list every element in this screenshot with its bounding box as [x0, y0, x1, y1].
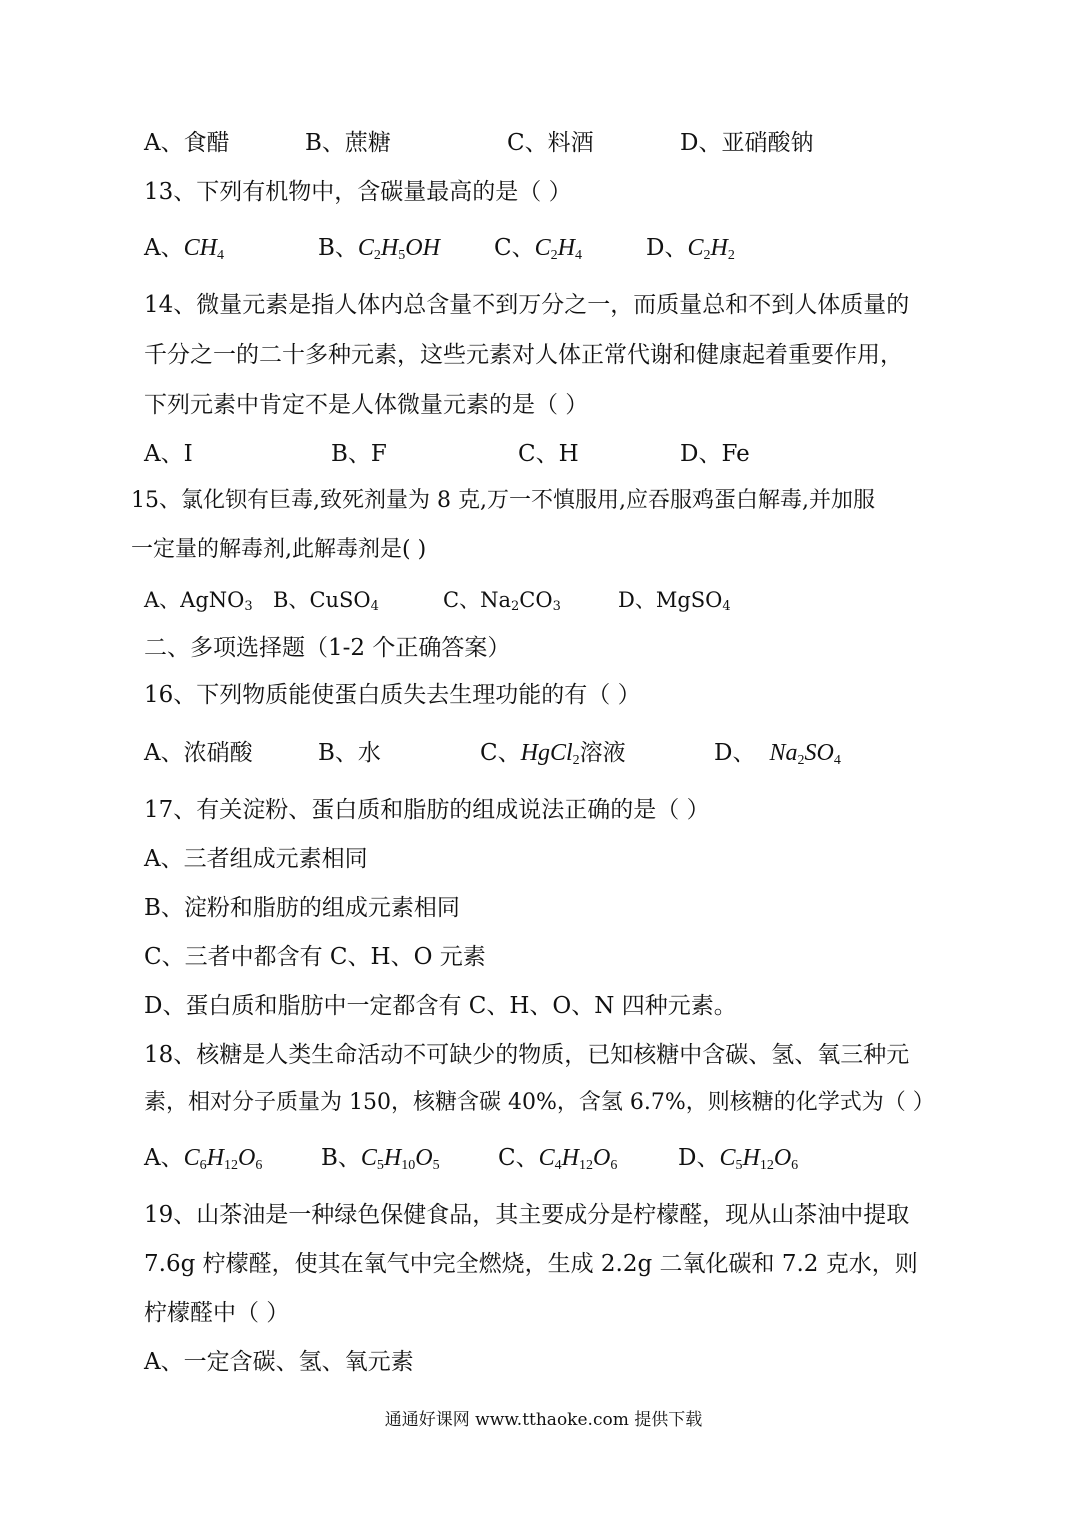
- q16-stem: 16、下列物质能使蛋白质失去生理功能的有（ ）: [144, 682, 641, 708]
- q13-formula-d: $C_2H_2$: [687, 235, 735, 263]
- q14-option-d: D、Fe: [680, 441, 750, 467]
- q14-option-b: B、F: [331, 441, 387, 467]
- q15-option-d: D、MgSO$_4$: [618, 588, 731, 614]
- q13-formula-b: $C_2H_5OH$: [357, 235, 440, 263]
- section-2-heading: 二、多项选择题（1-2 个正确答案）: [144, 635, 511, 661]
- q18-formula-d: $C_5H_{12}O_6$: [719, 1145, 799, 1173]
- q12-option-b: B、蔗糖: [305, 130, 391, 156]
- q16-formula-d: $Na_2SO_4$: [769, 740, 841, 768]
- q12-option-a: A、食醋: [144, 130, 230, 156]
- q16-option-c: C、HgCl$_2$溶液: [480, 740, 626, 768]
- q17-option-a: A、三者组成元素相同: [144, 846, 368, 872]
- q18-option-d: D、$C_5H_{12}O_6$: [678, 1145, 799, 1173]
- q13-option-d: [646, 233, 735, 271]
- q16-formula-c: HgCl$_2$: [520, 740, 580, 768]
- q13-formula-c: $C_2H_4$: [534, 235, 582, 263]
- q19-option-a: A、一定含碳、氢、氧元素: [144, 1349, 414, 1375]
- q17-option-c: C、三者中都含有 C、H、O 元素: [144, 944, 486, 970]
- q15-line-1: 15、氯化钡有巨毒,致死剂量为 8 克,万一不慎服用,应吞服鸡蛋白解毒,并加服: [131, 488, 875, 513]
- q17-stem: 17、有关淀粉、蛋白质和脂肪的组成说法正确的是（ ）: [144, 797, 710, 823]
- q13-formula-a: $CH_4$: [183, 235, 224, 263]
- q18-formula-c: $C_4H_{12}O_6$: [538, 1145, 618, 1173]
- q13-label-a: A、: [144, 235, 184, 261]
- q17-option-b: B、淀粉和脂肪的组成元素相同: [144, 895, 460, 921]
- q15-option-a: A、AgNO$_3$: [144, 588, 253, 614]
- q18-option-a: A、$C_6H_{12}O_6$: [144, 1145, 263, 1173]
- q14-line-3: 下列元素中肯定不是人体微量元素的是（ ）: [144, 392, 589, 418]
- q18-line-1: 18、核糖是人类生命活动不可缺少的物质，已知核糖中含碳、氢、氧三种元: [144, 1042, 910, 1068]
- q19-line-3: 柠檬醛中（ ）: [144, 1300, 290, 1326]
- q14-line-1: 14、微量元素是指人体内总含量不到万分之一，而质量总和不到人体质量的: [144, 292, 910, 318]
- q14-option-a: A、I: [144, 441, 193, 467]
- q18-formula-a: $C_6H_{12}O_6$: [183, 1145, 263, 1173]
- q13-stem: 13、下列有机物中，含碳量最高的是（ ）: [144, 179, 572, 205]
- footer-credit: 通通好课网 www.tthaoke.com 提供下载: [384, 1410, 703, 1430]
- q16-option-b: B、水: [318, 740, 381, 766]
- q18-formula-b: $C_5H_{10}O_5$: [360, 1145, 440, 1173]
- q13-label-c: C、: [494, 235, 535, 261]
- q15-line-2: 一定量的解毒剂,此解毒剂是( ): [131, 537, 427, 562]
- q18-line-2: 素，相对分子质量为 150，核糖含碳 40%，含氢 6.7%，则核糖的化学式为（ ）: [144, 1090, 935, 1115]
- q13-option-b: [318, 233, 440, 271]
- q18-option-c: C、$C_4H_{12}O_6$: [498, 1145, 618, 1173]
- q19-line-2: 7.6g 柠檬醛，使其在氧气中完全燃烧，生成 2.2g 二氧化碳和 7.2 克水，则: [144, 1251, 918, 1277]
- q15-option-c: C、$Na_2CO_3$: [443, 588, 561, 614]
- q13-option-c: [494, 233, 582, 271]
- q13-label-d: D、: [646, 235, 688, 261]
- q18-option-b: B、$C_5H_{10}O_5$: [321, 1145, 440, 1173]
- q17-option-d: D、蛋白质和脂肪中一定都含有 C、H、O、N 四种元素。: [144, 993, 737, 1019]
- q12-option-c: C、料酒: [507, 130, 594, 156]
- q14-line-2: 千分之一的二十多种元素，这些元素对人体正常代谢和健康起着重要作用，: [144, 342, 903, 368]
- q12-option-d: D、亚硝酸钠: [680, 130, 814, 156]
- q13-label-b: B、: [318, 235, 358, 261]
- q14-option-c: C、H: [518, 441, 579, 467]
- q13-option-a: [144, 233, 224, 271]
- q15-option-b: B、CuSO$_4$: [273, 588, 379, 614]
- q19-line-1: 19、山茶油是一种绿色保健食品，其主要成分是柠檬醛，现从山茶油中提取: [144, 1202, 910, 1228]
- q16-option-a: A、浓硝酸: [144, 740, 253, 766]
- q16-option-d: D、 $Na_2SO_4$: [714, 740, 841, 768]
